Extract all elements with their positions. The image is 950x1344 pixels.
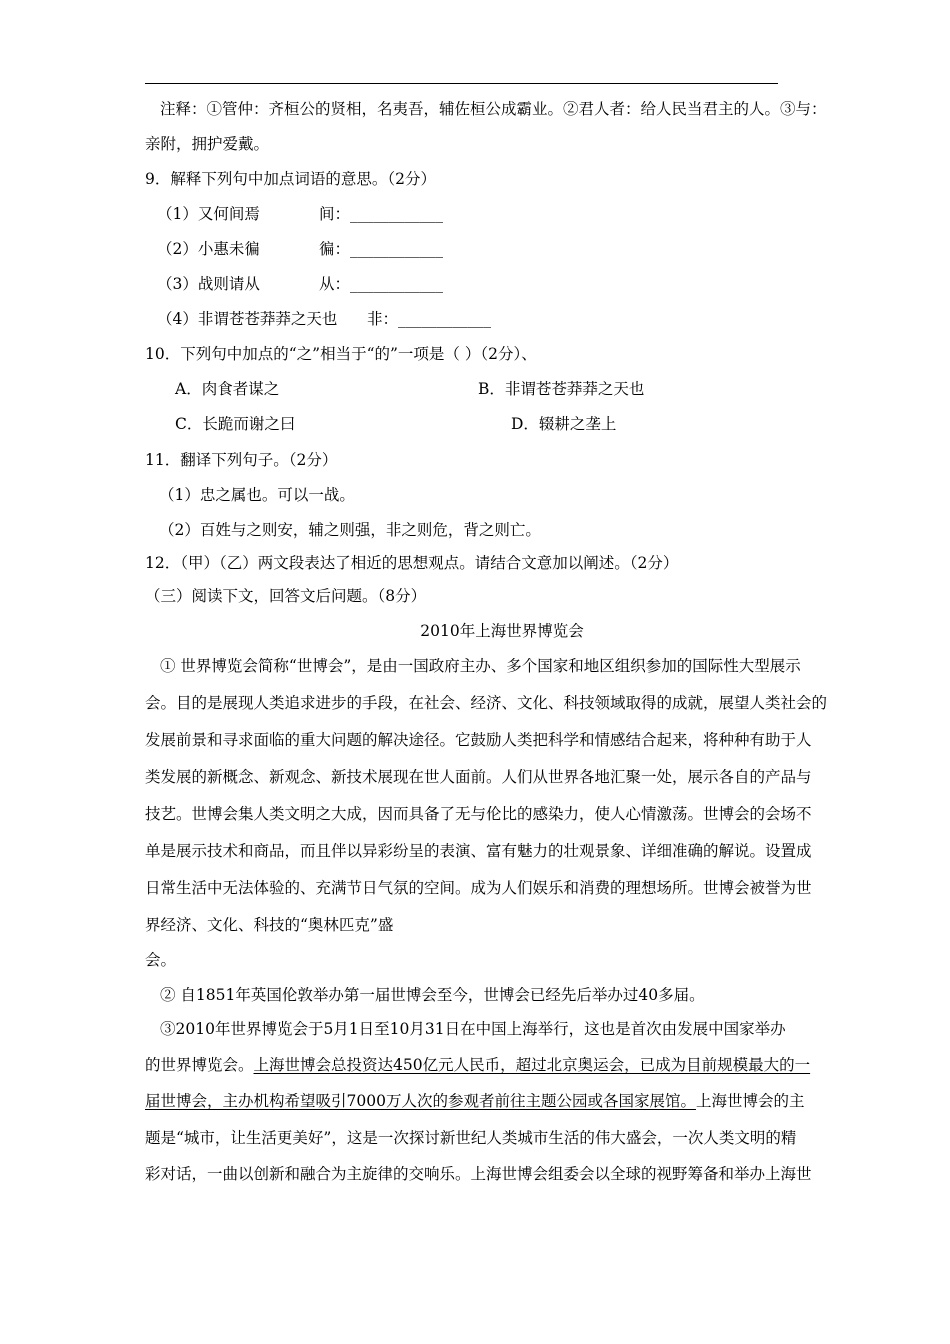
article-p3-line-2	[145, 1055, 810, 1075]
q11-item-1: （1）忠之属也。可以一战。	[159, 486, 355, 504]
article-p3-underlined-sentence-part-2: 届世博会，主办机构希望吸引7000万人次的参观者前往主题公园或各国家展馆。	[145, 1092, 696, 1110]
article-p1-line-8: 界经济、文化、科技的“奥林匹克”盛	[145, 916, 394, 934]
q9-item-4: （4）非谓苍苍莽莽之天也	[157, 310, 338, 328]
note-line-2: 亲附，拥护爱戴。	[145, 135, 270, 153]
q9-blank-2: 徧：____________	[319, 240, 444, 258]
note-line-1: 注释：①管仲：齐桓公的贤相，名夷吾，辅佐桓公成霸业。②君人者：给人民当君主的人。③与：	[160, 100, 827, 118]
article-p3-line-4: 题是“城市，让生活更美好”，这是一次探讨新世纪人类城市生活的伟大盛会，一次人类文明的精	[145, 1129, 797, 1147]
q11-item-2: （2）百姓与之则安，辅之则强，非之则危，背之则亡。	[159, 521, 541, 539]
article-p3-line-2-plain: 的世界博览会。	[145, 1056, 254, 1074]
article-p2: ② 自1851年英国伦敦举办第一届世博会至今，世博会已经先后举办过40多届。	[160, 986, 705, 1004]
article-p1-line-7: 日常生活中无法体验的、充满节日气氛的空间。成为人们娱乐和消费的理想场所。世博会被誉为世	[145, 879, 812, 897]
q9-blank-3: 从：____________	[319, 275, 444, 293]
q9-item-1: （1）又何间焉	[157, 205, 260, 223]
q11-stem: 11．翻译下列句子。（2分）	[145, 451, 338, 469]
q9-blank-1: 间：____________	[319, 205, 444, 223]
q9-item-2: （2）小惠未徧	[157, 240, 260, 258]
article-p1-line-9: 会。	[145, 951, 177, 969]
q10-option-d: D．辍耕之垄上	[511, 415, 617, 433]
article-p3-underlined-sentence-part-1: 上海世博会总投资达450亿元人民币，超过北京奥运会，已成为目前规模最大的一	[253, 1056, 811, 1074]
q10-option-b: B．非谓苍苍莽莽之天也	[478, 380, 645, 398]
article-p3-line-3	[145, 1091, 804, 1111]
article-p1-line-5: 技艺。世博会集人类文明之大成，因而具备了无与伦比的感染力，使人心情激荡。世博会的会场不	[145, 805, 812, 823]
q10-stem: 10．下列句中加点的“之”相当于“的”一项是（ ）（2分）、	[145, 345, 537, 363]
q9-item-3: （3）战则请从	[157, 275, 260, 293]
article-p1-line-6: 单是展示技术和商品，而且伴以异彩纷呈的表演、富有魅力的壮观景象、详细准确的解说。设置成	[145, 842, 812, 860]
q10-option-a: A．肉食者谋之	[175, 380, 280, 398]
article-p3-line-5: 彩对话，一曲以创新和融合为主旋律的交响乐。上海世博会组委会以全球的视野筹备和举办上海世	[145, 1165, 812, 1183]
q10-option-c: C．长跪而谢之曰	[175, 415, 296, 433]
article-p1-line-1: ① 世界博览会简称“世博会”，是由一国政府主办、多个国家和地区组织参加的国际性大型展示	[160, 657, 801, 675]
q9-stem: 9．解释下列句中加点词语的意思。（2分）	[145, 170, 436, 188]
article-title: 2010年上海世界博览会	[420, 622, 584, 640]
article-p1-line-4: 类发展的新概念、新观念、新技术展现在世人面前。人们从世界各地汇聚一处，展示各自的产品与	[145, 768, 812, 786]
q9-blank-4: 非：____________	[367, 310, 492, 328]
q12-stem: 12．（甲）（乙）两文段表达了相近的思想观点。请结合文意加以阐述。（2分）	[145, 554, 679, 572]
article-p3-line-3-plain: 上海世博会的主	[695, 1092, 805, 1110]
header-rule	[145, 83, 778, 84]
article-p1-line-2: 会。目的是展现人类追求进步的手段，在社会、经济、文化、科技领域取得的成就，展望人类社会的	[145, 694, 828, 712]
article-p1-line-3: 发展前景和寻求面临的重大问题的解决途径。它鼓励人类把科学和情感结合起来，将种种有助于人	[145, 731, 812, 749]
article-p3-line-1: ③2010年世界博览会于5月1日至10月31日在中国上海举行，这也是首次由发展中国家举办	[160, 1020, 786, 1038]
section-3-heading: （三）阅读下文，回答文后问题。（8分）	[145, 587, 427, 605]
